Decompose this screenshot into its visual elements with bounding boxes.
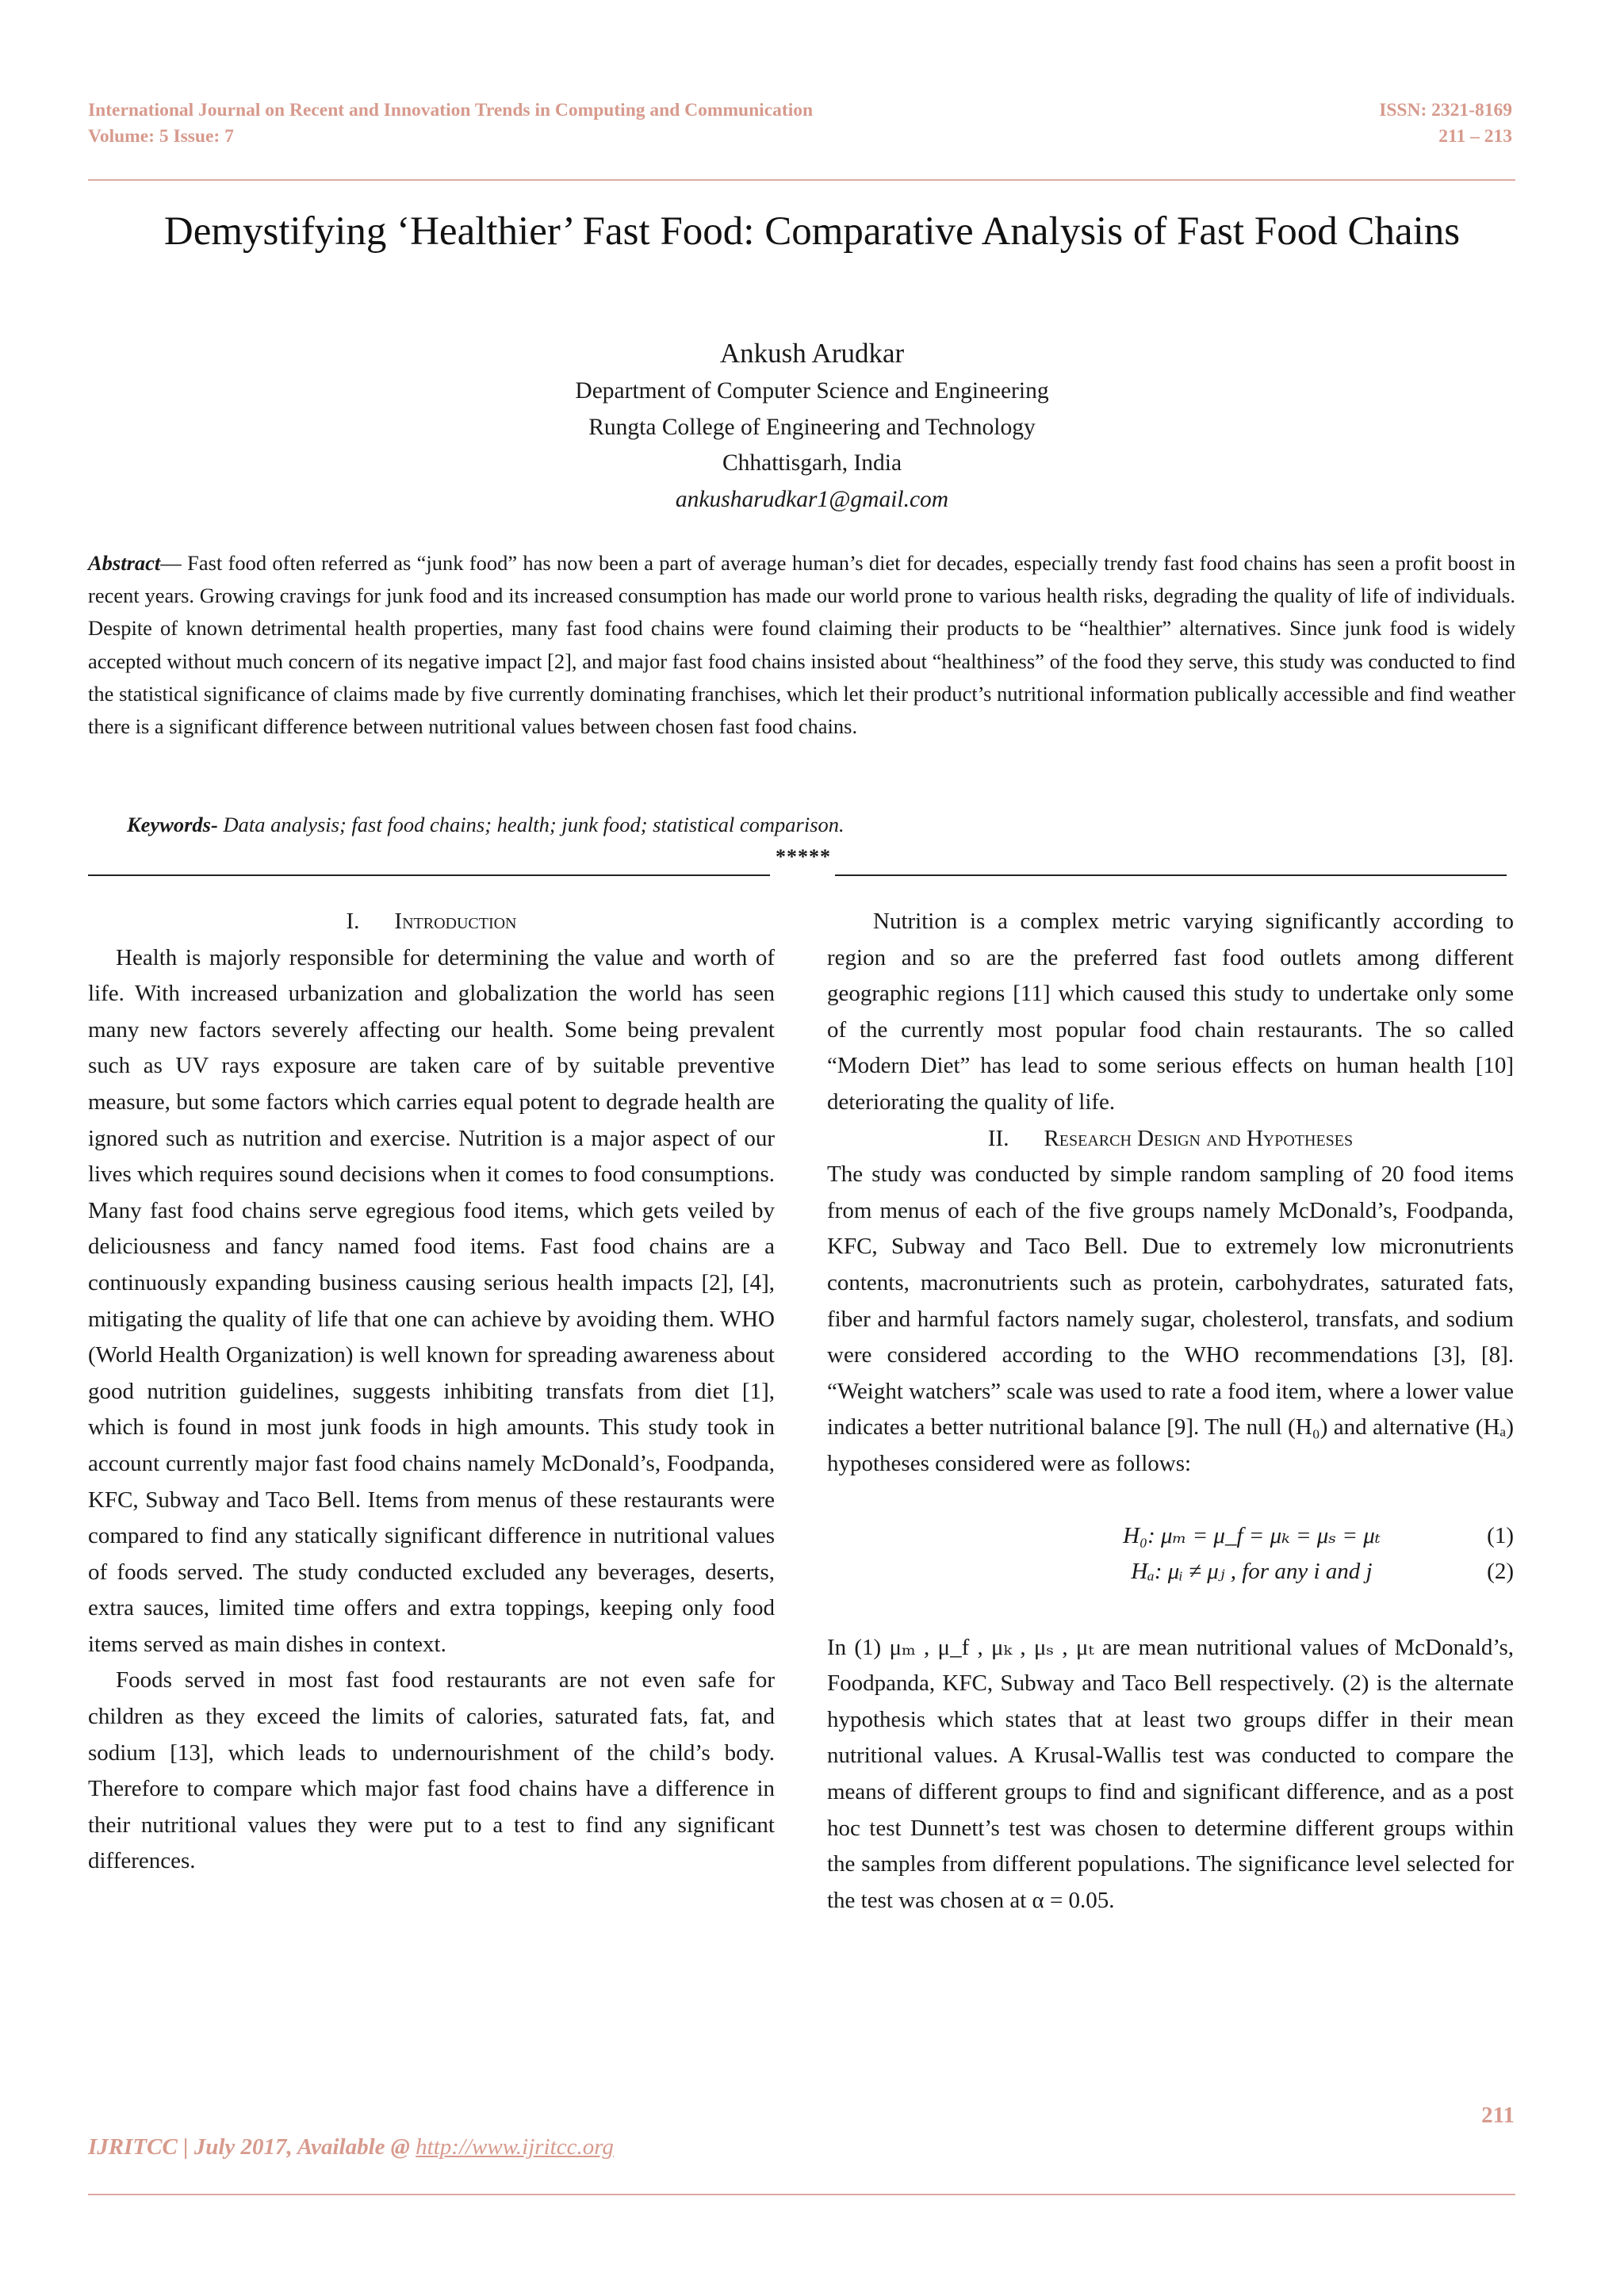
author-email[interactable]: ankusharudkar1@gmail.com	[675, 486, 949, 512]
footer-link[interactable]: http://www.ijritcc.org	[416, 2134, 614, 2160]
intro-paragraph-2: Foods served in most fast food restaurants are not even safe for children as they exceed the limits of calories, saturated fats, fat, and sodium [13], which leads to undernourishment of the child’s body. Therefore to compare which major fast food chains have a difference in their nutritional values they were put to a test to find any significant differences.	[88, 1667, 775, 1874]
page-number: 211	[1481, 2103, 1515, 2128]
equation-1-body: H₀: μₘ = μ_f = μₖ = μₛ = μₜ	[1123, 1522, 1381, 1548]
footer-text: IJRITCC | July 2017, Available @	[88, 2134, 416, 2160]
header-divider	[88, 179, 1515, 181]
section-title: Introduction	[394, 909, 517, 934]
separator-stars: *****	[776, 845, 831, 868]
right-column	[827, 904, 1514, 1919]
section-number: I.	[346, 909, 360, 934]
footer-divider	[88, 2194, 1515, 2195]
abstract-label: Abstract	[88, 551, 161, 575]
section-heading-introduction	[88, 904, 775, 940]
keywords	[127, 809, 1475, 840]
journal-name: International Journal on Recent and Innovation Trends in Computing and Communication	[88, 100, 814, 121]
journal-volume: Volume: 5 Issue: 7	[88, 126, 234, 147]
equation-1-number: (1)	[1487, 1522, 1514, 1548]
separator-line-right	[835, 874, 1507, 876]
intro-paragraph-3: Nutrition is a complex metric varying significantly according to region and so are the preferred fast food outlets among different geographic regions [11] which caused this study to undertake only some of the currently most popular food chain restaurants. The so called “Modern Diet” has lead to some serious effects on human health [10] deteriorating the quality of life.	[827, 909, 1514, 1115]
author-block	[0, 334, 1624, 518]
abstract-dash: —	[160, 551, 188, 575]
intro-paragraph-1: Health is majorly responsible for determining the value and worth of life. With increased urbanization and globalization the world has seen many new factors severely affecting our health. Some being prevalent such as UV rays exposure are taken care of by suitable preventive measure, but some factors which carries equal potent to degrade health are ignored such as nutrition and exercise. Nutrition is a major aspect of our lives which requires sound decisions when it comes to food consumptions. Many fast food chains serve egregious food items, which gets veiled by deliciousness and fancy named food items. Fast food chains are a continuously expanding business causing serious health impacts [2], [4], mitigating the quality of life that one can achieve by avoiding them. WHO (World Health Organization) is well known for spreading awareness about good nutrition guidelines, suggests inhibiting transfats from diet [1], which is found in most junk foods in high amounts. This study took in account currently major fast food chains namely McDonald’s, Foodpanda, KFC, Subway and Taco Bell. Items from menus of these restaurants were compared to find any statically significant difference in nutritional values of foods served. The study conducted excluded any beverages, deserts, extra sauces, limited time offers and extra toppings, keeping only food items served as main dishes in context.	[88, 944, 775, 1657]
equation-1	[827, 1518, 1514, 1555]
journal-header-right	[1379, 98, 1512, 150]
author-department: Department of Computer Science and Engineering	[575, 378, 1049, 404]
keywords-text: Data analysis; fast food chains; health; junk food; statistical comparison.	[217, 813, 845, 836]
research-paragraph-2: In (1) μₘ , μ_f , μₖ , μₛ , μₜ are mean nutritional values of McDonald’s, Foodpanda, KFC, Subway and Taco Bell respectively. (2) is the alternate hypothesis which states that at least two groups differ in their mean nutritional values. A Krusal-Wallis test was conducted to compare the means of different groups to find and significant difference, and as a post hoc test Dunnett’s test was chosen to determine different groups within the samples from different populations. The significance level selected for the test was chosen at α = 0.05.	[827, 1634, 1514, 1913]
section-heading-research	[827, 1121, 1514, 1158]
journal-pages: 211 – 213	[1438, 126, 1512, 147]
abstract	[88, 547, 1515, 743]
journal-issn: ISSN: 2321-8169	[1379, 100, 1512, 121]
paper-title: Demystifying ‘Healthier’ Fast Food: Comparative Analysis of Fast Food Chains	[163, 209, 1461, 254]
keywords-label: Keywords-	[127, 813, 218, 836]
author-name: Ankush Arudkar	[719, 338, 905, 369]
research-paragraph-1: The study was conducted by simple random sampling of 20 food items from menus of each of the five groups namely McDonald’s, Foodpanda, KFC, Subway and Taco Bell. Due to extremely low micronutrients contents, macronutrients such as protein, carbohydrates, saturated fats, fiber and harmful factors namely sugar, cholesterol, transfats, and sodium were considered according to the WHO recommendations [3], [8]. “Weight watchers” scale was used to rate a food item, where a lower value indicates a better nutritional balance [9]. The null (H₀) and alternative (Hₐ) hypotheses considered were as follows:	[827, 1161, 1514, 1476]
equation-2-number: (2)	[1487, 1559, 1514, 1585]
journal-header	[88, 98, 813, 150]
section-number: II.	[987, 1125, 1009, 1151]
author-college: Rungta College of Engineering and Technology	[588, 414, 1036, 440]
separator-line-left	[88, 874, 770, 876]
left-column	[88, 904, 775, 1880]
author-location: Chhattisgarh, India	[722, 450, 902, 476]
equation-2-body: Hₐ: μᵢ ≠ μⱼ , for any i and j	[1131, 1559, 1373, 1585]
section-title: Research Design and Hypotheses	[1044, 1125, 1354, 1151]
abstract-text: Fast food often referred as “junk food” has now been a part of average human’s diet for decades, especially trendy fast food chains has seen a profit boost in recent years. Growing cravings for junk food and its increased consumption has made our world prone to various health risks, degrading the quality of life of individuals. Despite of known detrimental health properties, many fast food chains were found claiming their products to be “healthier” alternatives. Since junk food is widely accepted without much concern of its negative impact [2], and major fast food chains insisted about “healthiness” of the food they serve, this study was conducted to find the statistical significance of claims made by five currently dominating franchises, which let their product’s nutritional information publically accessible and find weather there is a significant difference between nutritional values between chosen fast food chains.	[88, 551, 1516, 739]
footer	[88, 2134, 614, 2160]
equation-2	[827, 1554, 1514, 1590]
